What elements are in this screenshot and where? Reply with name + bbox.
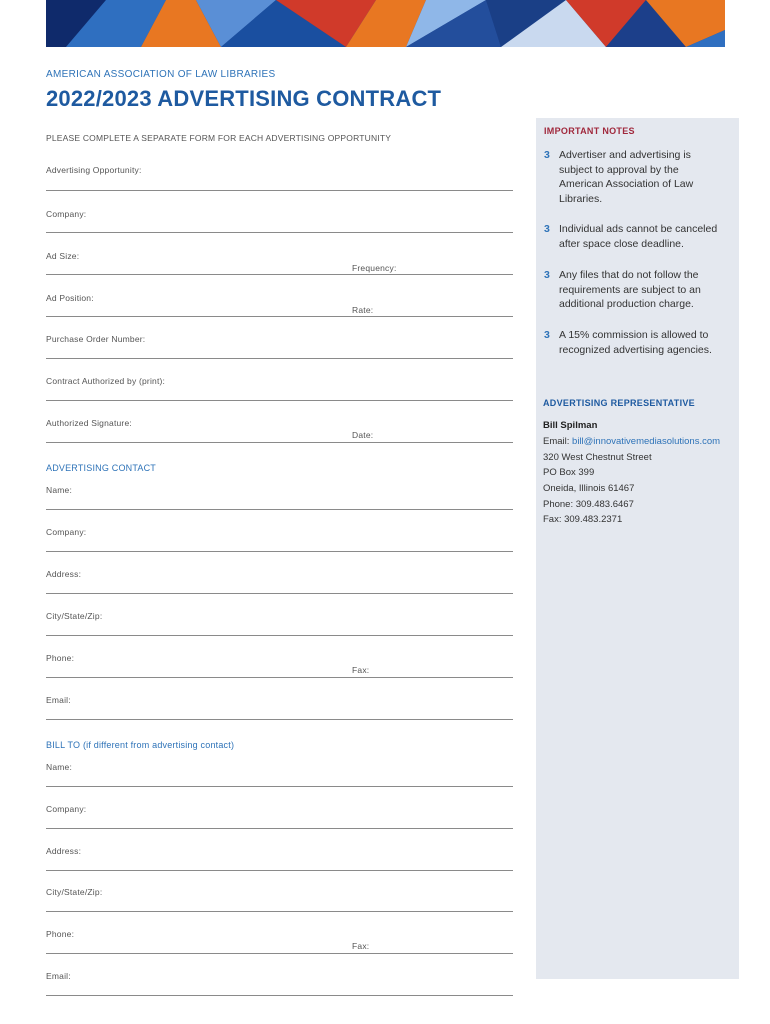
contact-email-field[interactable] bbox=[46, 694, 513, 720]
representative-fax: Fax: 309.483.2371 bbox=[543, 514, 623, 525]
contact-email-label: Email: bbox=[46, 695, 71, 705]
contact-company-field[interactable] bbox=[46, 526, 513, 552]
rate-label: Rate: bbox=[352, 305, 374, 315]
important-notes-heading: IMPORTANT NOTES bbox=[544, 126, 635, 136]
form-instruction: PLEASE COMPLETE A SEPARATE FORM FOR EACH ADVERTISING OPPORTUNITY bbox=[46, 133, 392, 143]
ad-size-field[interactable] bbox=[46, 250, 513, 275]
authorized-print-label: Contract Authorized by (print): bbox=[46, 376, 166, 386]
important-notes-sidebar bbox=[536, 118, 739, 979]
bill-address-label: Address: bbox=[46, 846, 82, 856]
note-bullet: 3 bbox=[544, 223, 550, 235]
representative-po-box: PO Box 399 bbox=[543, 467, 595, 478]
bill-name-label: Name: bbox=[46, 762, 73, 772]
bill-address-field[interactable] bbox=[46, 845, 513, 871]
authorized-signature-label: Authorized Signature: bbox=[46, 418, 132, 428]
contact-phone-field[interactable] bbox=[46, 652, 513, 678]
advertising-opportunity-field[interactable] bbox=[46, 163, 513, 191]
contact-address-field[interactable] bbox=[46, 568, 513, 594]
representative-email-link[interactable]: bill@innovativemediasolutions.com bbox=[572, 436, 721, 447]
contact-city-state-zip-field[interactable] bbox=[46, 610, 513, 636]
bill-to-heading: BILL TO (if different from advertising contact) bbox=[46, 740, 235, 750]
banner-graphic bbox=[46, 0, 725, 47]
bill-city-state-zip-field[interactable] bbox=[46, 886, 513, 912]
page-title: 2022/2023 ADVERTISING CONTRACT bbox=[46, 86, 442, 111]
contact-fax-label: Fax: bbox=[352, 665, 370, 675]
contact-company-label: Company: bbox=[46, 527, 87, 537]
ad-position-label: Ad Position: bbox=[46, 293, 94, 303]
authorized-signature-field[interactable] bbox=[46, 417, 513, 443]
representative-heading: ADVERTISING REPRESENTATIVE bbox=[543, 398, 695, 408]
representative-phone: Phone: 309.483.6467 bbox=[543, 499, 634, 510]
organization-name: AMERICAN ASSOCIATION OF LAW LIBRARIES bbox=[46, 69, 276, 80]
note-bullet: 3 bbox=[544, 329, 550, 341]
note-text: A 15% commission is allowed to recognized advertising agencies. bbox=[559, 329, 712, 356]
company-field[interactable] bbox=[46, 208, 513, 233]
bill-phone-field[interactable] bbox=[46, 928, 513, 954]
contact-phone-label: Phone: bbox=[46, 653, 75, 663]
authorized-print-field[interactable] bbox=[46, 375, 513, 401]
header-banner bbox=[46, 0, 725, 47]
note-bullet: 3 bbox=[544, 149, 550, 161]
representative-street: 320 West Chestnut Street bbox=[543, 452, 652, 463]
bill-fax-label: Fax: bbox=[352, 941, 370, 951]
representative-email-line bbox=[543, 436, 720, 447]
representative-name: Bill Spilman bbox=[543, 420, 598, 431]
purchase-order-field[interactable] bbox=[46, 333, 513, 359]
ad-size-label: Ad Size: bbox=[46, 251, 80, 261]
representative-email-label: Email: bbox=[543, 436, 570, 447]
date-label: Date: bbox=[352, 430, 374, 440]
contact-name-label: Name: bbox=[46, 485, 73, 495]
company-label: Company: bbox=[46, 209, 87, 219]
note-item bbox=[544, 148, 734, 206]
bill-company-label: Company: bbox=[46, 804, 87, 814]
bill-email-field[interactable] bbox=[46, 970, 513, 996]
contact-city-state-zip-label: City/State/Zip: bbox=[46, 611, 103, 621]
frequency-label: Frequency: bbox=[352, 263, 397, 273]
purchase-order-label: Purchase Order Number: bbox=[46, 334, 146, 344]
bill-company-field[interactable] bbox=[46, 803, 513, 829]
note-item bbox=[544, 328, 734, 357]
bill-phone-label: Phone: bbox=[46, 929, 75, 939]
bill-email-label: Email: bbox=[46, 971, 71, 981]
representative-city: Oneida, Illinois 61467 bbox=[543, 483, 635, 494]
note-item bbox=[544, 222, 734, 251]
contact-name-field[interactable] bbox=[46, 484, 513, 510]
bill-name-field[interactable] bbox=[46, 761, 513, 787]
bill-city-state-zip-label: City/State/Zip: bbox=[46, 887, 103, 897]
contact-address-label: Address: bbox=[46, 569, 82, 579]
advertising-contact-heading: ADVERTISING CONTACT bbox=[46, 463, 156, 473]
note-text: Advertiser and advertising is subject to approval by the American Association of Law Libraries. bbox=[559, 149, 694, 205]
note-text: Individual ads cannot be canceled after space close deadline. bbox=[559, 223, 718, 250]
note-item bbox=[544, 268, 734, 312]
ad-position-field[interactable] bbox=[46, 292, 513, 317]
note-bullet: 3 bbox=[544, 269, 550, 281]
note-text: Any files that do not follow the requirements are subject to an additional production charge. bbox=[559, 269, 701, 310]
advertising-opportunity-label: Advertising Opportunity: bbox=[46, 165, 142, 175]
